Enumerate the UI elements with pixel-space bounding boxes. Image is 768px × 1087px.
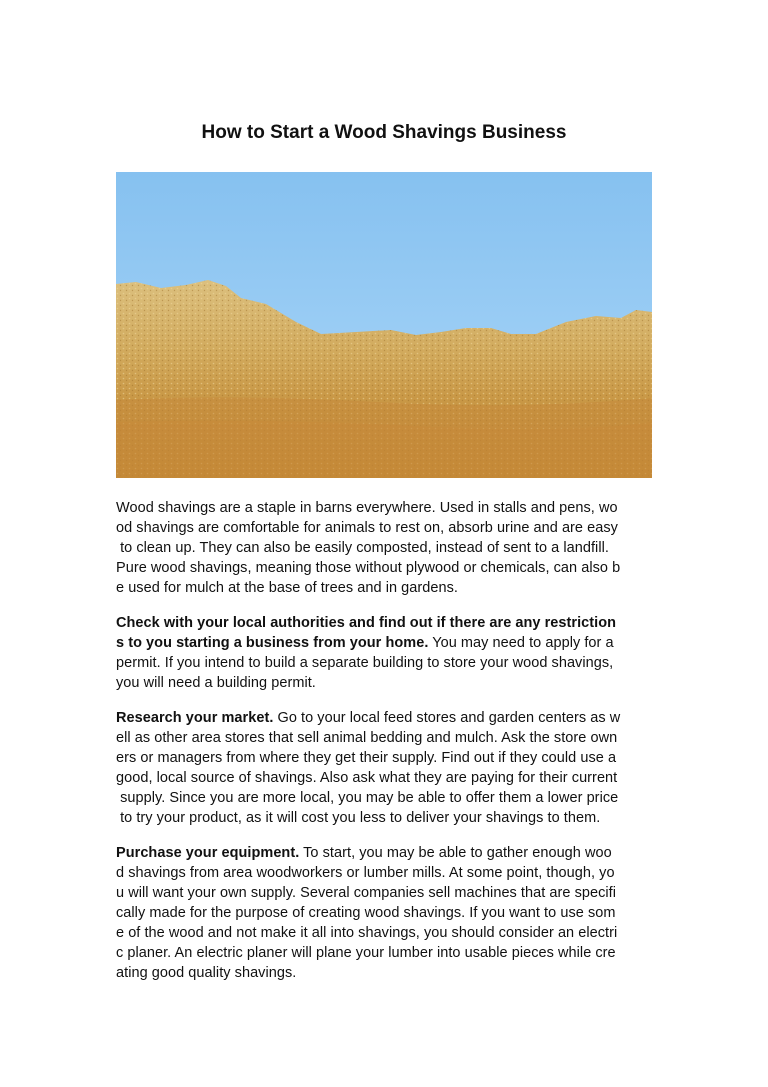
paragraph-equipment <box>116 843 656 983</box>
text-line: you will need a building permit. <box>116 675 316 691</box>
text-line: Wood shavings are a staple in barns everywhere. Used in stalls and pens, wo <box>116 500 618 516</box>
text-line: d shavings from area woodworkers or lumber mills. At some point, though, yo <box>116 865 615 881</box>
text-line: ers or managers from where they get their supply. Find out if they could use a <box>116 750 617 766</box>
text-line: cally made for the purpose of creating wood shavings. If you want to use som <box>116 905 616 921</box>
text-line: e used for mulch at the base of trees and in gardens. <box>116 580 458 596</box>
heading-line: Purchase your equipment. <box>116 845 300 861</box>
text-line <box>116 843 656 863</box>
text-line: e of the wood and not make it all into shavings, you should consider an electri <box>116 925 618 941</box>
text-line: good, local source of shavings. Also ask what they are paying for their current <box>116 770 618 786</box>
text-line: od shavings are comfortable for animals to rest on, absorb urine and are easy <box>116 520 618 536</box>
text-line <box>116 708 656 728</box>
paragraph-intro <box>116 498 656 598</box>
text-line: to try your product, as it will cost you less to deliver your shavings to them. <box>116 810 601 826</box>
text-segment: You may need to apply for a <box>428 635 614 651</box>
paragraph-authorities <box>116 613 656 693</box>
heading-line: Check with your local authorities and find out if there are any restriction <box>116 615 617 631</box>
text-line: permit. If you intend to build a separate building to store your wood shavings, <box>116 655 614 671</box>
text-line: u will want your own supply. Several companies sell machines that are specifi <box>116 885 617 901</box>
text-line: Pure wood shavings, meaning those without plywood or chemicals, can also b <box>116 560 621 576</box>
heading-line: s to you starting a business from your home. <box>116 635 429 651</box>
text-line: ell as other area stores that sell animal bedding and mulch. Ask the store own <box>116 730 618 746</box>
text-segment: Go to your local feed stores and garden centers as w <box>273 710 621 726</box>
text-segment: To start, you may be able to gather enough woo <box>299 845 612 861</box>
document-title: How to Start a Wood Shavings Business <box>201 122 567 143</box>
heading-line: Research your market. <box>116 710 274 726</box>
text-line: supply. Since you are more local, you may be able to offer them a lower price <box>116 790 619 806</box>
text-line: c planer. An electric planer will plane your lumber into usable pieces while cre <box>116 945 616 961</box>
paragraph-research <box>116 708 656 828</box>
text-line: ating good quality shavings. <box>116 965 297 981</box>
text-line: to clean up. They can also be easily composted, instead of sent to a landfill. <box>116 540 609 556</box>
text-line <box>116 633 656 653</box>
article-body <box>116 498 656 983</box>
wood-shavings-photo <box>116 172 652 478</box>
